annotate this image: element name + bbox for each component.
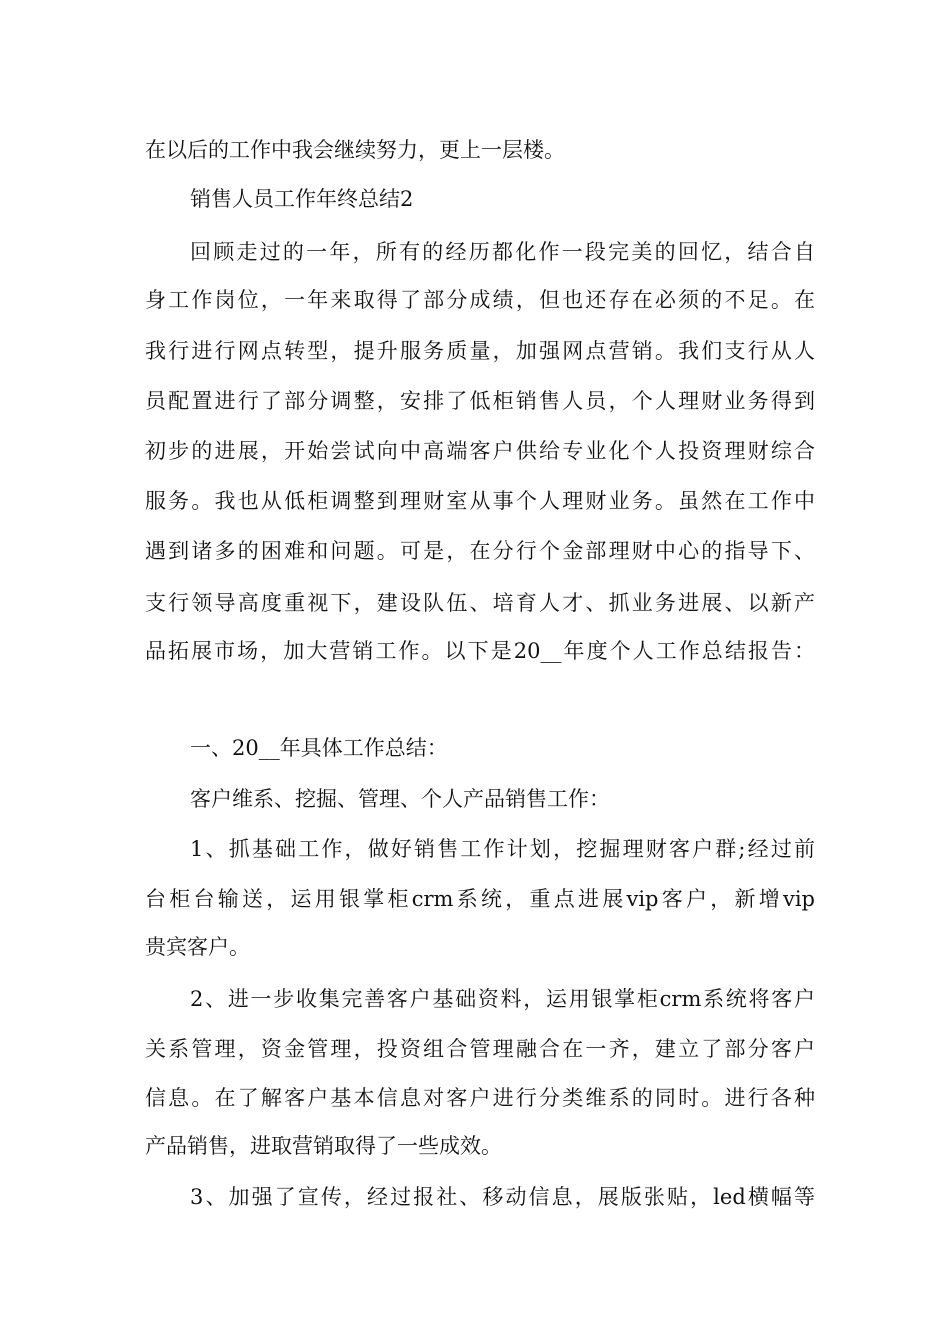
text-line: 关系管理，资金管理，投资组合管理融合在一齐，建立了部分客户 bbox=[145, 1037, 815, 1061]
text-line: 3、加强了宣传，经过报社、移动信息，展版张贴，led横幅等 bbox=[190, 1185, 815, 1209]
text-line: 员配置进行了部分调整，安排了低柜销售人员，个人理财业务得到 bbox=[145, 389, 815, 413]
section-heading: 一、20__年具体工作总结： bbox=[190, 736, 448, 760]
text-line: 支行领导高度重视下，建设队伍、培育人才、抓业务进展、以新产 bbox=[145, 591, 815, 615]
text-line: 品拓展市场，加大营销工作。以下是20__年度个人工作总结报告： bbox=[145, 639, 815, 663]
text-line: 信息。在了解客户基本信息对客户进行分类维系的同时。进行各种 bbox=[145, 1086, 815, 1110]
text-line: 初步的进展，开始尝试向中高端客户供给专业化个人投资理财综合 bbox=[145, 439, 815, 463]
text-line: 服务。我也从低柜调整到理财室从事个人理财业务。虽然在工作中 bbox=[145, 489, 815, 513]
text-line: 身工作岗位，一年来取得了部分成绩，但也还存在必须的不足。在 bbox=[145, 288, 815, 312]
text-line: 遇到诸多的困难和问题。可是，在分行个金部理财中心的指导下、 bbox=[145, 539, 815, 563]
text-line: 2、进一步收集完善客户基础资料，运用银掌柜crm系统将客户 bbox=[190, 987, 815, 1011]
text-line: 1、抓基础工作，做好销售工作计划，挖掘理财客户群;经过前 bbox=[190, 837, 815, 861]
text-line: 我行进行网点转型，提升服务质量，加强网点营销。我们支行从人 bbox=[145, 339, 815, 363]
text-line: 贵宾客户。 bbox=[145, 935, 250, 959]
text-line: 回顾走过的一年，所有的经历都化作一段完美的回忆，结合自 bbox=[190, 240, 815, 264]
section-heading: 销售人员工作年终总结2 bbox=[190, 187, 414, 211]
text-line: 在以后的工作中我会继续努力，更上一层楼。 bbox=[145, 138, 565, 162]
text-line: 客户维系、挖掘、管理、个人产品销售工作： bbox=[190, 787, 610, 811]
text-line: 产品销售，进取营销取得了一些成效。 bbox=[145, 1134, 502, 1158]
text-line: 台柜台输送，运用银掌柜crm系统，重点进展vip客户，新增vip bbox=[145, 887, 815, 911]
